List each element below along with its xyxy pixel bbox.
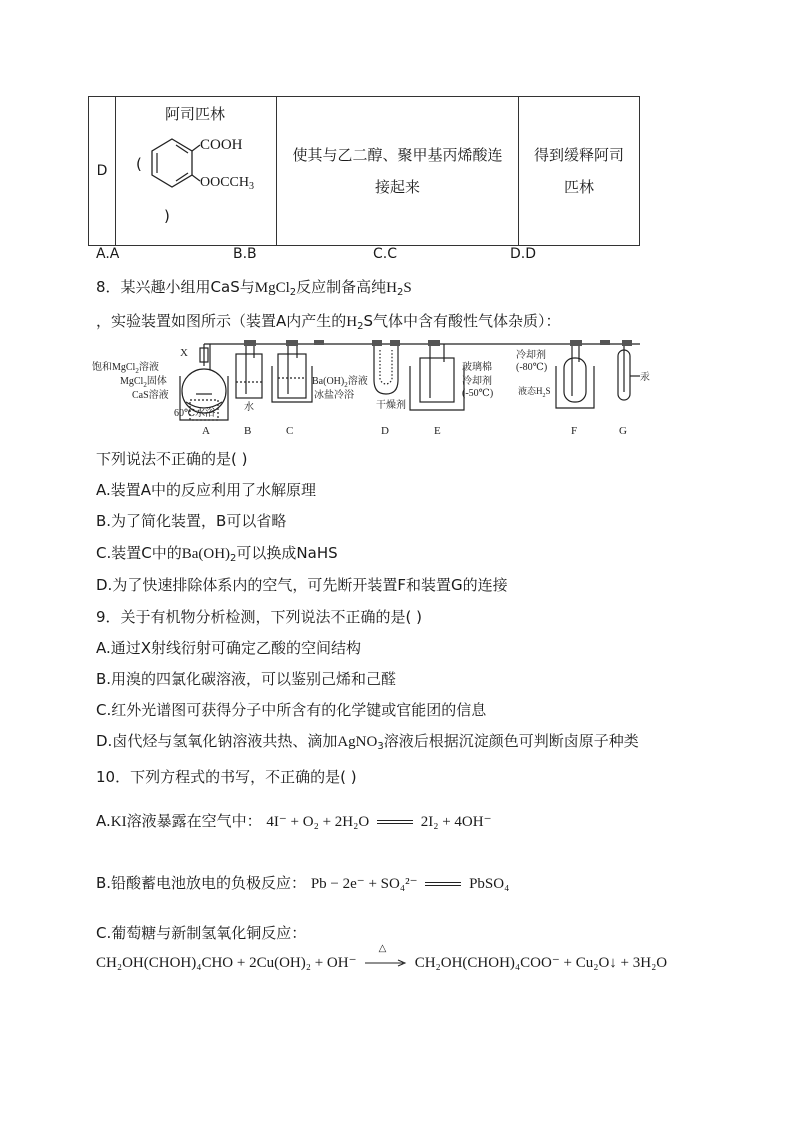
q8-stem-line2: ，实验装置如图所示（装置A内产生的$H_2S$气体中含有酸性气体杂质）： (96, 312, 561, 332)
q8-option-b: B.为了简化装置，B可以省略 (96, 512, 287, 530)
q9-stem: 9．关于有机物分析检测，下列说法不正确的是( ) (96, 608, 423, 626)
diagram-label-ice-bath: 冰盐冷浴 (314, 390, 354, 401)
equal-arrow-icon (425, 882, 461, 886)
q9-option-b: B.用溴的四氯化碳溶液，可以鉴别己烯和己醛 (96, 670, 397, 688)
paren-open: ( (136, 155, 142, 173)
diagram-label-coolant-e2: (-50℃) (462, 388, 494, 399)
apparatus-letter-a: A (202, 425, 210, 437)
diagram-label-baoh2: $Ba(OH)_2$溶液 (312, 376, 368, 389)
diagram-label-sat-mgcl2: 饱和MgCl$_2$溶液 (92, 362, 159, 375)
q8-option-d: D.为了快速排除体系内的空气，可先断开装置F和装置G的连接 (96, 576, 508, 594)
diagram-label-glasswool: 玻璃棉 (462, 362, 492, 373)
q8-option-c: C.装置C中的$Ba(OH)_2$可以换成NaHS (96, 544, 338, 564)
apparatus-letter-c: C (286, 425, 294, 437)
drug-name: 阿司匹林 (165, 105, 226, 123)
row-label: D (96, 163, 108, 179)
q10-stem: 10．下列方程式的书写，不正确的是( ) (96, 768, 357, 786)
q8-option-a: A.装置A中的反应利用了水解原理 (96, 481, 317, 499)
structure-cell (116, 97, 277, 246)
ester-label: $OOCCH_3$ (200, 175, 255, 192)
diagram-label-coolant-f1: 冷却剂 (516, 350, 546, 361)
diagram-label-mgcl2-solid: MgCl$_2$固体 (120, 376, 167, 389)
diagram-label-liquid-h2s: 液态$H_2S$ (518, 386, 551, 399)
cooh-label: COOH (200, 137, 243, 153)
q8-stem: 8．某兴趣小组用CaS与MgCl$_2$反应制备高纯$H_2S$ (96, 278, 412, 298)
q10-option-a: A.KI溶液暴露在空气中： 4I⁻ + O₂ + 2H₂O 2I₂ + 4OH⁻ (96, 812, 492, 830)
apparatus-letter-g: G (619, 425, 627, 437)
q9-option-c: C.红外光谱图可获得分子中所含有的化学键或官能团的信息 (96, 701, 487, 719)
diagram-x-label: X (180, 347, 188, 359)
heat-icon: △ (378, 942, 387, 954)
q10-option-c-equation: CH₂OH(CHOH)₄CHO + 2Cu(OH)₂ + OH⁻ △ CH₂OH(CHOH)₄COO⁻ + Cu₂O↓ + 3H₂O (96, 942, 668, 971)
table-row (89, 97, 640, 246)
apparatus-letter-e: E (434, 425, 441, 437)
diagram-label-mercury: 汞 (640, 372, 650, 383)
answer-choice-c: C.C (373, 246, 398, 262)
method-cell: 使其与乙二醇、聚甲基丙烯酸连 接起来 (277, 97, 519, 246)
q9-option-d: D.卤代烃与氢氧化钠溶液共热、滴加AgNO$_3$溶液后根据沉淀颜色可判断卤原子种类 (96, 732, 639, 752)
q8-question: 下列说法不正确的是( ) (96, 450, 248, 468)
row-label-cell (89, 97, 116, 246)
paren-close: ) (164, 207, 170, 225)
reaction-arrow-icon (365, 942, 407, 967)
diagram-label-drying: 干燥剂 (376, 400, 406, 411)
option-table (88, 96, 640, 246)
q9-option-a: A.通过X射线衍射可确定乙酸的空间结构 (96, 639, 362, 657)
benzene-ring-icon (144, 133, 204, 193)
equal-arrow-icon (377, 820, 413, 824)
answer-choice-a: A.A (96, 246, 120, 262)
diagram-label-coolant-f2: (-80℃) (516, 362, 548, 373)
diagram-label-cas: CaS溶液 (132, 390, 169, 401)
diagram-label-bath: 60℃水浴 (174, 408, 216, 419)
q10-option-b: B.铅酸蓄电池放电的负极反应： Pb − 2e⁻ + SO₄²⁻ PbSO₄ (96, 874, 510, 892)
result-cell: 得到缓释阿司 匹林 (519, 97, 640, 246)
q10-option-c: C.葡萄糖与新制氢氧化铜反应： (96, 924, 307, 942)
apparatus-letter-f: F (571, 425, 578, 437)
diagram-label-water: 水 (244, 402, 254, 413)
apparatus-diagram (92, 336, 652, 446)
apparatus-letter-b: B (244, 425, 252, 437)
diagram-label-coolant-e1: 冷却剂 (462, 376, 492, 387)
apparatus-letter-d: D (381, 425, 389, 437)
answer-choice-b: B.B (233, 246, 257, 262)
answer-choice-d: D.D (510, 246, 537, 262)
